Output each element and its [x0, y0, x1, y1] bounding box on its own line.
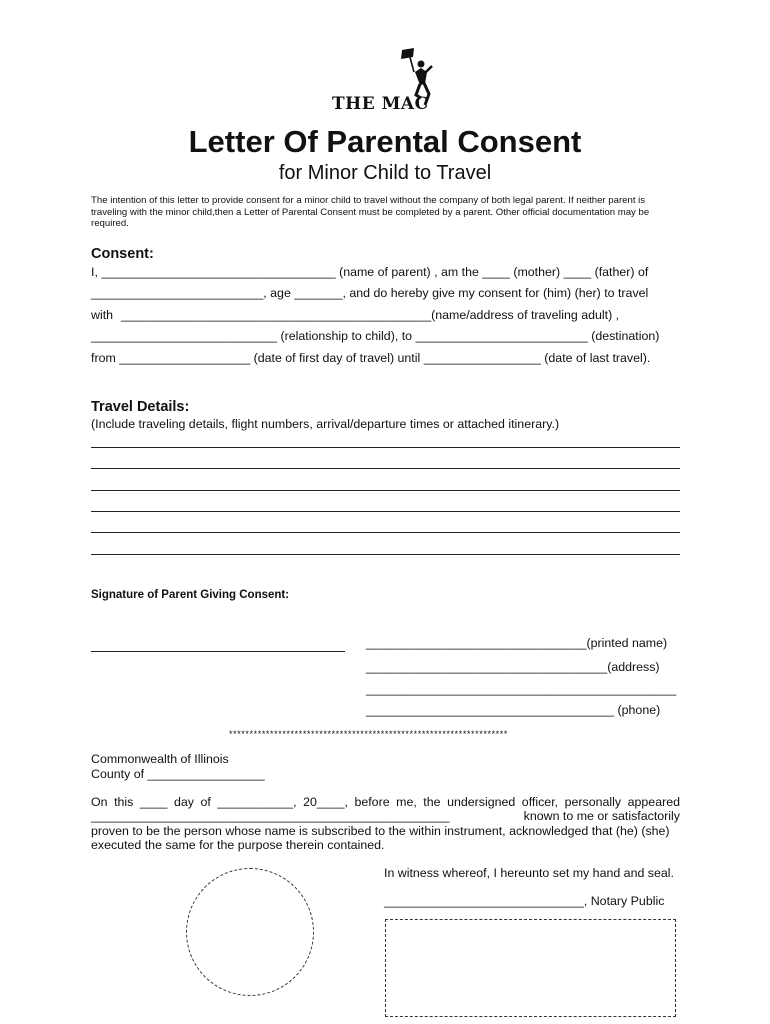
- page-title: Letter Of Parental Consent: [188, 124, 582, 159]
- notary-seal-box: [385, 919, 676, 1017]
- travel-line-5: [91, 532, 680, 533]
- travel-line-6: [91, 554, 680, 555]
- consent-heading: Consent:: [91, 246, 154, 262]
- notary-line-4: executed the same for the purpose therein contained.: [91, 838, 385, 852]
- travel-note: (Include traveling details, flight numbers, arrival/departure times or attached itinerary.): [91, 417, 560, 431]
- address-line: ___________________________________(address): [366, 660, 660, 674]
- travel-line-2: [91, 468, 680, 469]
- notary-line-1: On this ____ day of ___________, 20____, before me, the undersigned officer, personally appeared: [91, 795, 680, 809]
- phone-line: ____________________________________ (phone): [366, 703, 661, 717]
- consent-line-2: _________________________, age _______, and do hereby give my consent for (him) (her) to travel: [91, 286, 649, 300]
- travel-line-4: [91, 511, 680, 512]
- notary-county: County of _________________: [91, 767, 265, 781]
- travel-line-1: [91, 447, 680, 448]
- notary-line-3: proven to be the person whose name is subscribed to the within instrument, acknowledged that (he) (she): [91, 824, 670, 838]
- consent-line-4: ___________________________ (relationship to child), to _________________________ (destination): [91, 329, 660, 343]
- printed-name-line: ________________________________(printed name): [366, 636, 668, 650]
- address-line-2: _____________________________________________: [366, 682, 677, 696]
- travel-line-3: [91, 490, 680, 491]
- notary-state: Commonwealth of Illinois: [91, 752, 229, 766]
- separator-stars: ********************************************************************: [229, 729, 508, 739]
- consent-line-3: _____________________________________________(name/address of traveling adult) ,: [121, 308, 620, 322]
- logo-text: THE MAC: [332, 94, 429, 114]
- intro-paragraph: The intention of this letter to provide consent for a minor child to travel without the company of both legal parent. If neither parent is traveling with the minor child,then a Letter of Parental Consent must be completed by a parent. Other official documentation may be required.: [91, 195, 650, 229]
- signature-line: [91, 651, 345, 652]
- travel-heading: Travel Details:: [91, 399, 190, 415]
- signature-heading: Signature of Parent Giving Consent:: [91, 589, 290, 601]
- consent-line-5: from ___________________ (date of first day of travel) until _________________ (date of last travel).: [91, 351, 651, 365]
- witness-text: In witness whereof, I hereunto set my hand and seal.: [384, 866, 674, 880]
- page-subtitle: for Minor Child to Travel: [278, 162, 492, 184]
- notary-line-2: known to me or satisfactorily: [523, 809, 680, 823]
- consent-line-1: I, __________________________________ (name of parent) , am the ____ (mother) ____ (father) of: [91, 265, 649, 279]
- notary-public-line: _____________________________, Notary Public: [384, 894, 665, 908]
- notary-seal-circle: [186, 868, 314, 996]
- consent-line-3-label: with: [91, 308, 114, 322]
- notary-line-2-blank: ____________________________________________________: [91, 809, 450, 823]
